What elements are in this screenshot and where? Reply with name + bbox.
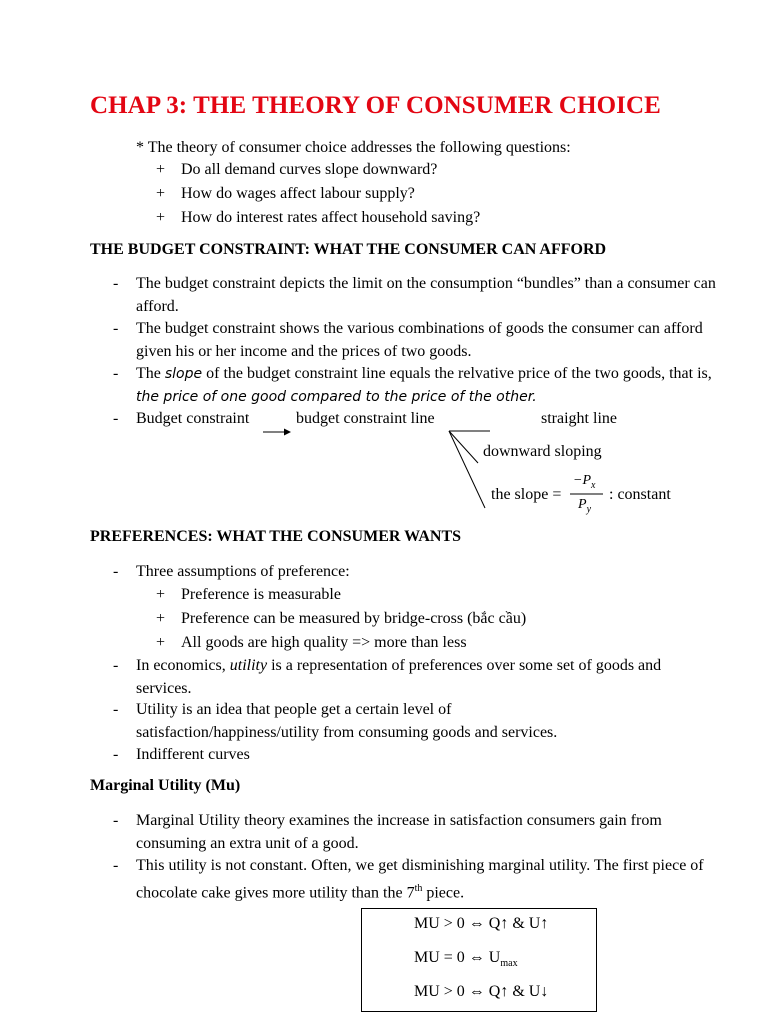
dash-bullet: - xyxy=(113,410,119,427)
plus-bullet: + xyxy=(156,634,166,651)
dash-bullet: - xyxy=(113,320,119,337)
box-line-1: MU > 0 ⇔ Q↑ & U↑ xyxy=(414,915,549,932)
assumption-item: Preference is measurable xyxy=(181,586,341,603)
intro-lead: * The theory of consumer choice addresses the following questions: xyxy=(136,139,571,156)
marginal-utility-box xyxy=(361,908,597,1012)
plus-bullet: + xyxy=(156,209,166,226)
dash-bullet: - xyxy=(113,746,119,763)
plus-bullet: + xyxy=(156,185,166,202)
budget-item-1: The budget constraint depicts the limit on the consumption “bundles” than a consumer can afford. xyxy=(136,275,716,315)
diagram-constant: : constant xyxy=(609,486,671,503)
utility-term: utility xyxy=(229,657,268,674)
question-item: How do wages affect labour supply? xyxy=(181,185,415,202)
diagram-straight-line: straight line xyxy=(541,410,617,427)
dash-bullet: - xyxy=(113,365,119,382)
diagram-budget-line: budget constraint line xyxy=(296,410,435,427)
arrow-right-icon xyxy=(263,429,291,436)
dash-bullet: - xyxy=(113,812,119,829)
marginal-heading: Marginal Utility (Mu) xyxy=(90,777,241,794)
preferences-item-2: In economics, utility is a representation of preferences over some set of goods and services. xyxy=(136,657,662,697)
budget-item-2: The budget constraint shows the various combinations of goods the consumer can afford given his or her income and the prices of two goods. xyxy=(136,320,703,360)
branch-line-1 xyxy=(449,431,478,463)
preferences-heading: PREFERENCES: WHAT THE CONSUMER WANTS xyxy=(90,528,462,545)
plus-bullet: + xyxy=(156,161,166,178)
page-title: CHAP 3: THE THEORY OF CONSUMER CHOICE xyxy=(90,92,661,119)
box-line-2: MU = 0 ⇔ $U_{max}$ xyxy=(414,949,518,970)
question-item: Do all demand curves slope downward? xyxy=(181,161,438,178)
slope-definition: the price of one good compared to the price of the other. xyxy=(136,388,537,405)
slope-term: slope xyxy=(164,366,203,382)
budget-heading: THE BUDGET CONSTRAINT: WHAT THE CONSUMER CAN AFFORD xyxy=(90,241,607,258)
diagram-slope-label: the slope = xyxy=(491,486,562,503)
assumption-item: All goods are high quality => more than less xyxy=(181,634,467,651)
plus-bullet: + xyxy=(156,610,166,627)
marginal-item-2: This utility is not constant. Often, we get disminishing marginal utility. The first piece of chocolate cake gives more utility than the 7th piece. xyxy=(136,857,704,901)
preferences-item-3: Utility is an idea that people get a certain level of satisfaction/happiness/utility from consuming goods and services. xyxy=(136,701,558,741)
diagram-downward-sloping: downward sloping xyxy=(483,443,602,460)
box-line-3: MU > 0 ⇔ Q↑ & U↓ xyxy=(414,983,549,1000)
plus-bullet: + xyxy=(156,586,166,603)
budget-item-3: The slope of the budget constraint line equals the relvative price of the two goods, that is, the price of one good compared to the price of the other. xyxy=(136,365,712,405)
preferences-item-1: Three assumptions of preference: xyxy=(136,563,350,580)
dash-bullet: - xyxy=(113,701,119,718)
dash-bullet: - xyxy=(113,275,119,292)
assumption-item: Preference can be measured by bridge-cross (bắc cầu) xyxy=(181,610,527,627)
diagram-budget-constraint: Budget constraint xyxy=(136,410,250,427)
question-item: How do interest rates affect household saving? xyxy=(181,209,481,226)
fraction-denominator: $P_y$ xyxy=(578,497,592,515)
preferences-item-4: Indifferent curves xyxy=(136,746,250,763)
dash-bullet: - xyxy=(113,563,119,580)
marginal-item-1: Marginal Utility theory examines the increase in satisfaction consumers gain from consuming an extra unit of a good. xyxy=(136,812,662,852)
fraction-numerator: $-P_x$ xyxy=(573,473,596,491)
dash-bullet: - xyxy=(113,857,119,874)
dash-bullet: - xyxy=(113,657,119,674)
branch-line-2 xyxy=(449,431,485,508)
